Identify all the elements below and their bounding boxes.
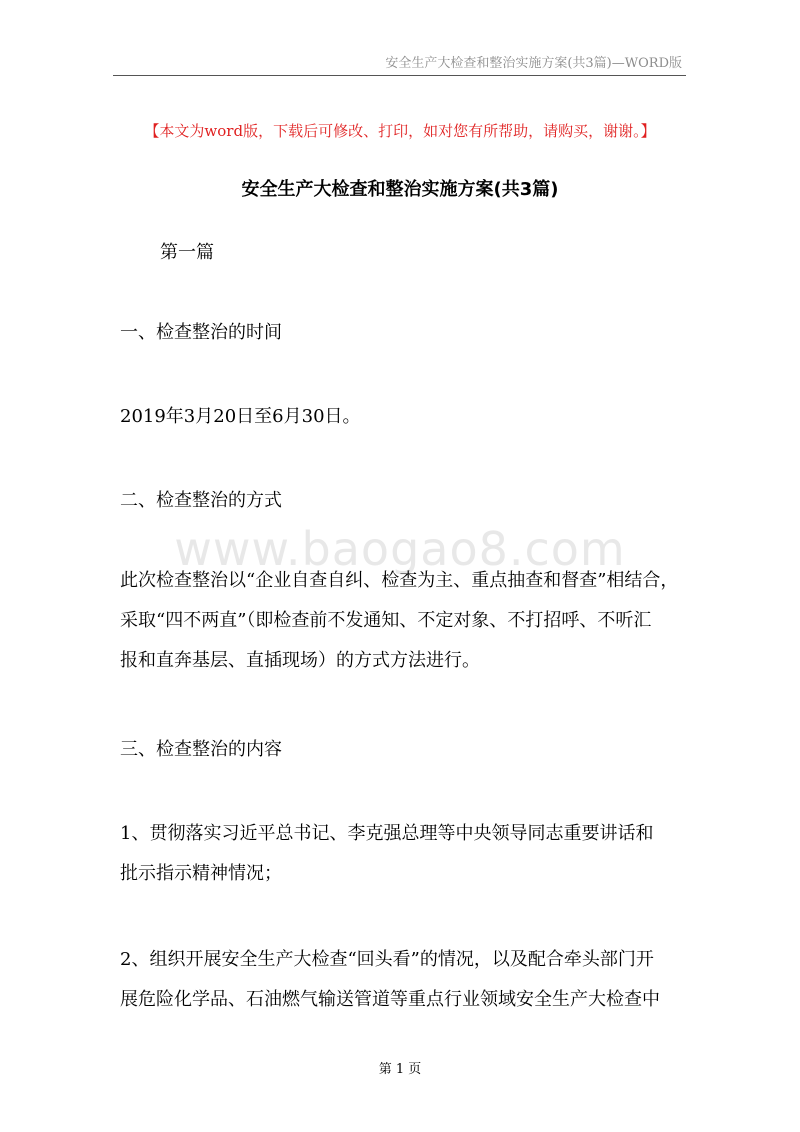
download-notice: 【本文为word版，下载后可修改、打印，如对您有所帮助，请购买，谢谢。】 xyxy=(144,122,656,140)
text-line: 报和直奔基层、直插现场）的方式方法进行。 xyxy=(120,650,480,671)
section-heading-method xyxy=(120,481,685,521)
paragraph-item-1 xyxy=(120,814,685,894)
text-line: 一、检查整治的时间 xyxy=(120,322,282,343)
part-heading: 第一篇 xyxy=(160,242,214,263)
paragraph-method xyxy=(120,561,685,681)
text-line: 批示指示精神情况； xyxy=(120,863,282,884)
text-line: 三、检查整治的内容 xyxy=(120,739,282,760)
text-line: 2、组织开展安全生产大检查“回头看”的情况，以及配合牵头部门开 xyxy=(120,949,654,970)
paragraph-date-range xyxy=(120,397,685,437)
section-heading-content xyxy=(120,730,685,770)
text-line: 此次检查整治以“企业自查自纠、检查为主、重点抽查和督查”相结合， xyxy=(120,570,679,591)
text-line: 1、贯彻落实习近平总书记、李克强总理等中央领导同志重要讲话和 xyxy=(120,823,654,844)
running-header: 安全生产大检查和整治实施方案(共3篇)—WORD版 xyxy=(385,56,682,71)
header-divider xyxy=(113,75,686,76)
section-heading-time xyxy=(120,313,685,353)
text-line: 二、检查整治的方式 xyxy=(120,490,282,511)
document-title: 安全生产大检查和整治实施方案(共3篇) xyxy=(241,179,559,200)
text-line: 采取“四不两直”（即检查前不发通知、不定对象、不打招呼、不听汇 xyxy=(120,610,652,631)
watermark: www.baogao8.com xyxy=(174,522,626,576)
paragraph-item-2 xyxy=(120,940,685,1020)
text-line: 展危险化学品、石油燃气输送管道等重点行业领域安全生产大检查中 xyxy=(120,989,660,1010)
text-line: 2019年3月20日至6月30日。 xyxy=(120,406,361,427)
page-number: 第 1 页 xyxy=(378,1062,422,1077)
